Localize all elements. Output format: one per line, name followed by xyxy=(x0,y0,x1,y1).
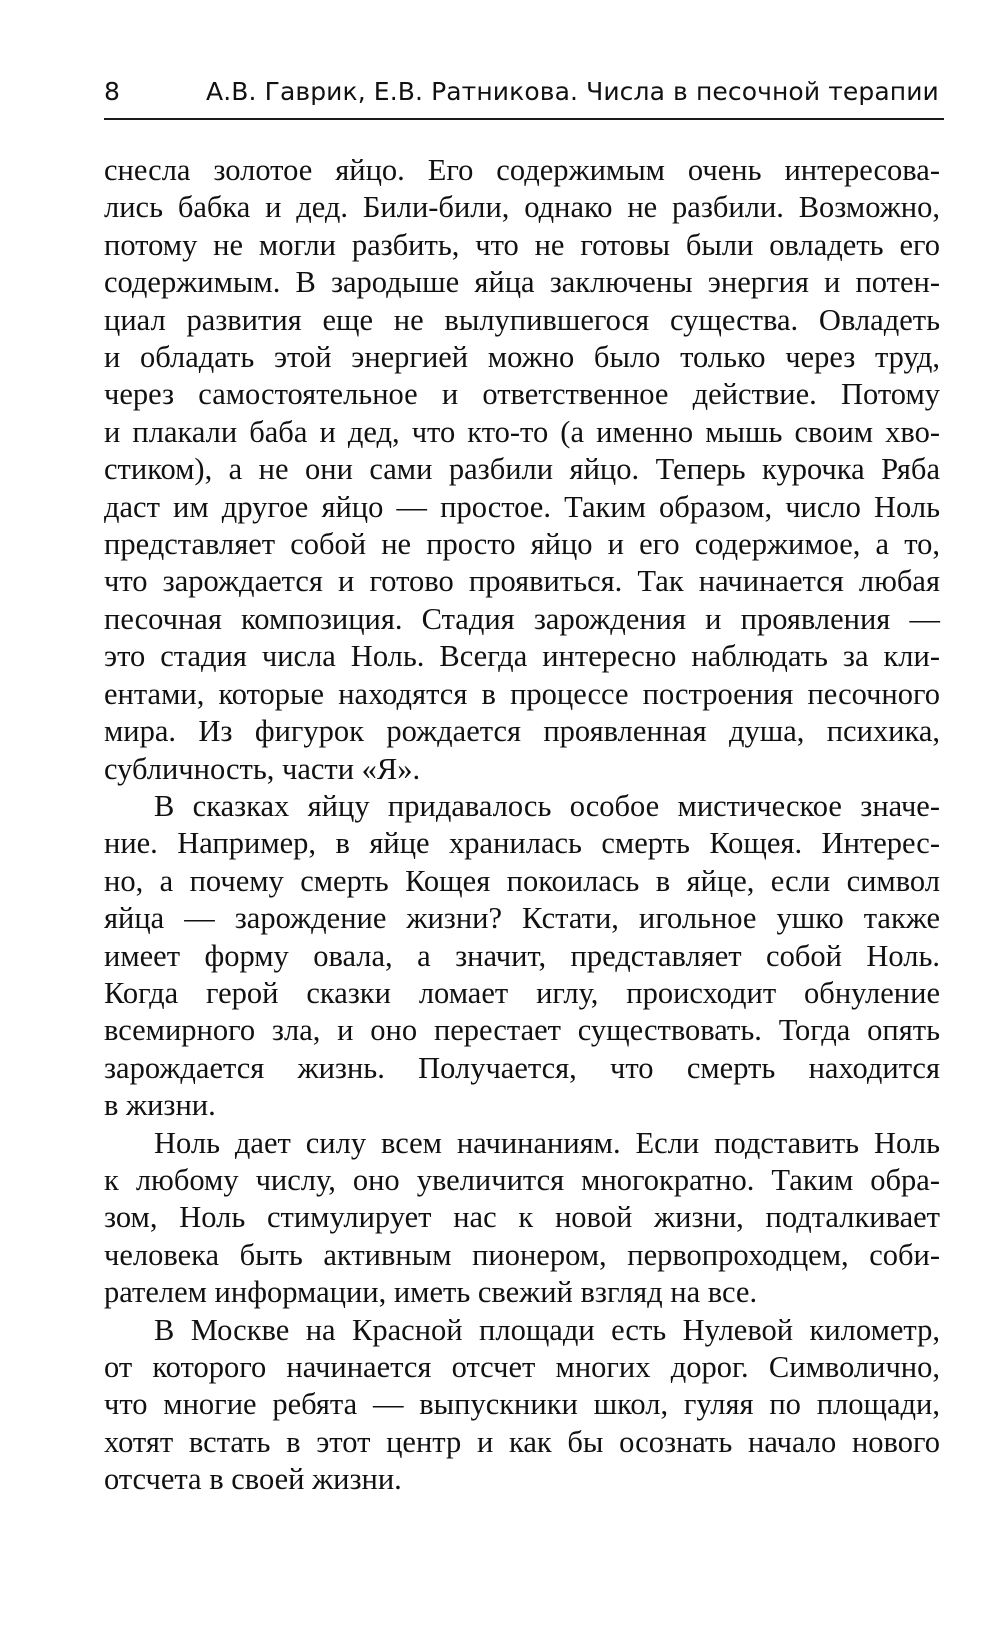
text-line: через самостоятельное и ответственное действие. Потому xyxy=(104,377,940,412)
paragraph xyxy=(104,152,940,788)
text-line: Ноль дает силу всем начинаниям. Если подставить Ноль xyxy=(154,1125,940,1160)
text-line: и обладать этой энергией можно было только через труд, xyxy=(104,340,940,375)
text-line: ентами, которые находятся в процессе построения песочного xyxy=(104,676,940,711)
text-line: что зарождается и готово проявиться. Так начинается любая xyxy=(104,564,940,599)
text-line: субличность, части «Я». xyxy=(104,751,421,786)
text-line: содержимым. В зародыше яйца заключены энергия и потен- xyxy=(104,265,940,300)
text-line: даст им другое яйцо — простое. Таким образом, число Ноль xyxy=(104,489,940,524)
text-line: яйца — зарождение жизни? Кстати, игольное ушко также xyxy=(104,901,940,936)
text-line: В Москве на Красной площади есть Нулевой километр, xyxy=(154,1312,940,1347)
text-line: ние. Например, в яйце хранилась смерть Кощея. Интерес- xyxy=(104,826,940,861)
text-line: хотят встать в этот центр и как бы осознать начало нового xyxy=(104,1424,940,1459)
text-line: стиком), а не они сами разбили яйцо. Теперь курочка Ряба xyxy=(104,452,940,487)
text-line: циал развития еще не вылупившегося существа. Овладеть xyxy=(104,302,940,337)
text-line: но, а почему смерть Кощея покоилась в яйце, если символ xyxy=(104,863,940,898)
text-line: В сказках яйцу придавалось особое мистическое значе- xyxy=(154,788,940,823)
page-number: 8 xyxy=(104,77,120,106)
text-line: к любому числу, оно увеличится многократно. Таким обра- xyxy=(104,1162,940,1197)
running-header xyxy=(104,72,944,120)
text-line: представляет собой не просто яйцо и его содержимое, а то, xyxy=(104,527,940,562)
text-line: Когда герой сказки ломает иглу, происходит обнуление xyxy=(104,975,940,1010)
text-line: зом, Ноль стимулирует нас к новой жизни, подталкивает xyxy=(104,1200,940,1235)
text-line: зарождается жизнь. Получается, что смерть находится xyxy=(104,1050,940,1085)
paragraph xyxy=(104,788,940,1125)
text-line: отсчета в своей жизни. xyxy=(104,1462,402,1497)
text-line: потому не могли разбить, что не готовы были овладеть его xyxy=(104,227,940,262)
text-line: имеет форму овала, а значит, представляет собой Ноль. xyxy=(104,938,940,973)
text-line: снесла золотое яйцо. Его содержимым очень интересова- xyxy=(104,153,940,187)
text-line: рателем информации, иметь свежий взгляд на все. xyxy=(104,1275,758,1310)
paragraph xyxy=(104,1312,940,1499)
text-line: от которого начинается отсчет многих дорог. Символично, xyxy=(104,1350,940,1384)
text-line: в жизни. xyxy=(104,1088,216,1123)
text-line: мира. Из фигурок рождается проявленная душа, психика, xyxy=(104,714,940,749)
text-line: что многие ребята — выпускники школ, гуляя по площади, xyxy=(104,1387,940,1422)
text-line: человека быть активным пионером, первопроходцем, соби- xyxy=(104,1237,940,1272)
text-line: всемирного зла, и оно перестает существовать. Тогда опять xyxy=(104,1013,940,1048)
paragraph xyxy=(104,1125,940,1312)
text-line: лись бабка и дед. Били-били, однако не разбили. Возможно, xyxy=(104,190,940,225)
text-line: и плакали баба и дед, что кто-то (а именно мышь своим хво- xyxy=(104,414,940,449)
running-title: А.В. Гаврик, Е.В. Ратникова. Числа в песочной терапии xyxy=(206,77,939,106)
text-line: это стадия числа Ноль. Всегда интересно наблюдать за кли- xyxy=(104,639,940,674)
body-text xyxy=(104,152,940,1499)
text-line: песочная композиция. Стадия зарождения и проявления — xyxy=(104,601,940,636)
